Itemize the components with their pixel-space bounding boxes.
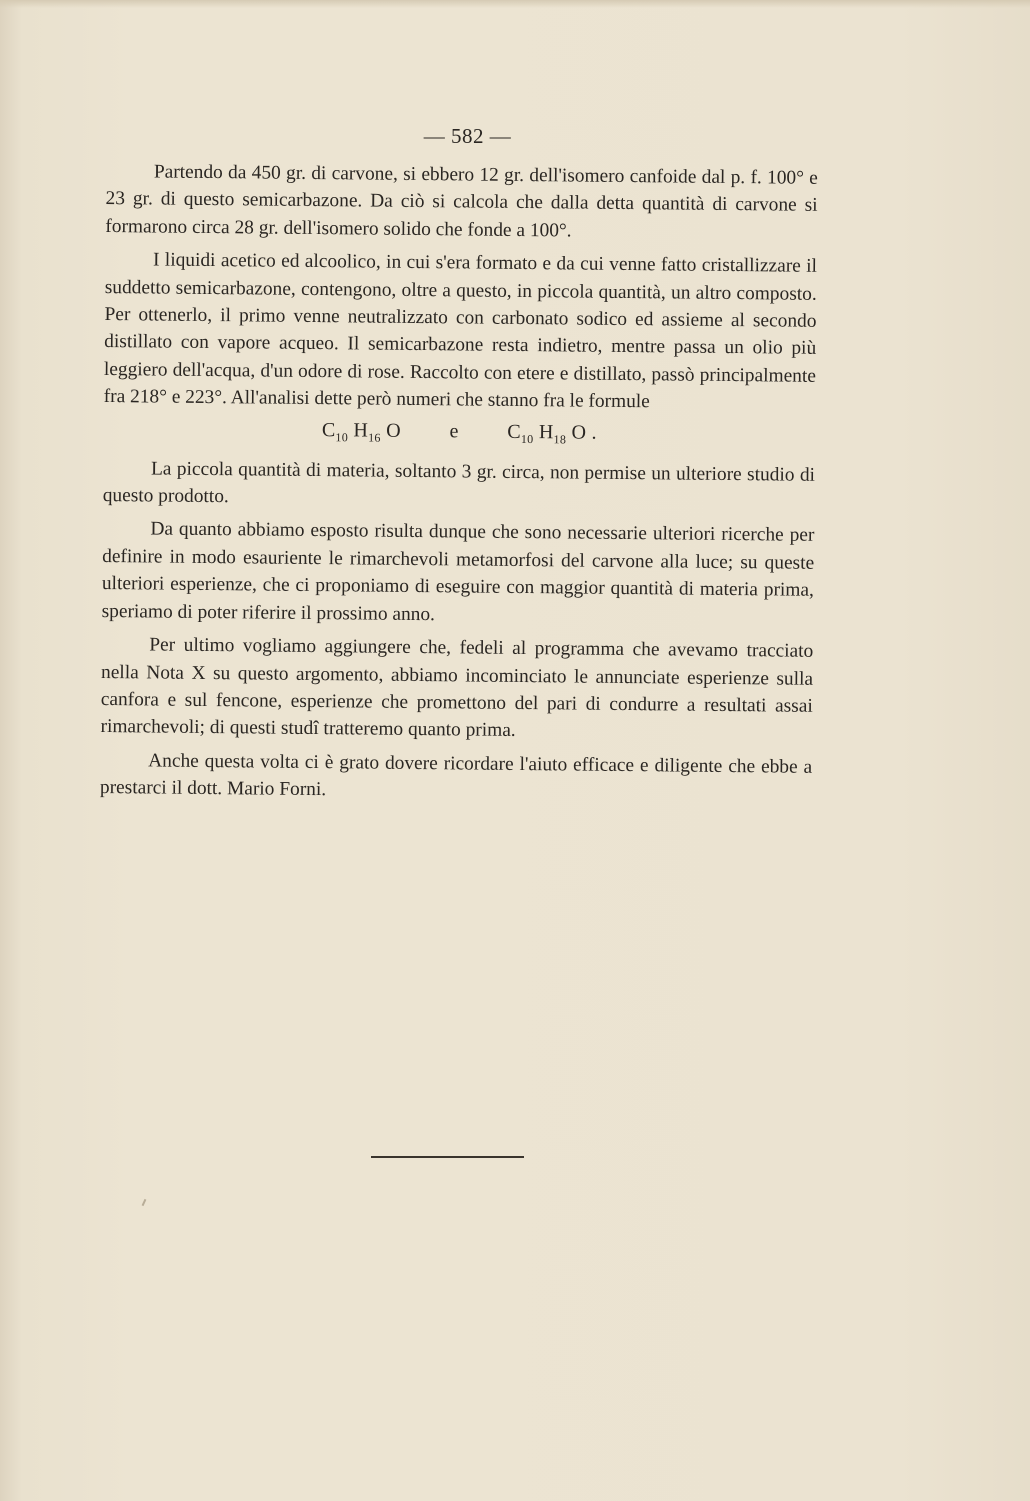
formula-conjunction: e xyxy=(449,419,459,443)
paragraph-quantity: La piccola quantità di materia, soltanto 3 gr. circa, non permise un ulteriore studio di questo prodotto. xyxy=(102,458,816,508)
paragraph-future-work: Per ultimo vogliamo aggiungere che, fedeli al programma che avevamo tracciato nella Nota X su questo argomento, abbiamo incominciato le annunciate esperienze sulla canfora e sul fencone, esperienze che promettono del pari di condurre a resultati assai rimarchevoli; di questi studî tratteremo quanto prima. xyxy=(100,634,814,742)
paragraph-acknowledgment: Anche questa volta ci è grato dovere ricordare l'aiuto efficace e diligente che ebbe a prestarci il dott. Mario Forni. xyxy=(99,750,813,801)
paragraph-conclusion: Da quanto abbiamo esposto risulta dunque che sono necessarie ulteriori ricerche per definire in modo esauriente le rimarchevoli metamorfosi del carvone alla luce; su queste ulteriori esperienze, che ci proponiamo di eseguire con maggior quantità di materia prima, speriamo di poter riferire il prossimo anno. xyxy=(101,518,815,625)
end-rule xyxy=(371,1156,524,1158)
paragraph-yield: Partendo da 450 gr. di carvone, si ebbero 12 gr. dell'isomero canfoide dal p. f. 100° e 23 gr. di questo semicarbazone. Da ciò si calcola che dalla detta quantità di carvone si formarono circa 28 gr. dell'isomero solido che fonde a 100°. xyxy=(105,161,818,242)
chemical-formulas xyxy=(103,417,815,450)
body-text xyxy=(100,158,818,814)
paragraph-byproduct: I liquidi acetico ed alcoolico, in cui s'era formato e da cui venne fatto cristallizzare il suddetto semicarbazone, contengono, oltre a questo, in piccola quantità, un altro composto. Per ottenerlo, il primo venne neutralizzato con carbonato sodico ed assieme al secondo distillato con vapore acqueo. Il semicarbazone resta indietro, mentre passa un olio più leggiero dell'acqua, d'un odore di rose. Raccolto con etere e distillato, passò principalmente fra 218° e 223°. All'analisi dette però numeri che stanno fra le formule xyxy=(103,249,818,413)
paper-edge xyxy=(0,0,1030,8)
page-number: — 582 — xyxy=(423,124,512,148)
paper-speck xyxy=(142,1199,147,1206)
formula-c10h18o: $C_{10}$ $H_{18}$ O . xyxy=(507,420,597,447)
formula-c10h16o: $C_{10}$ $H_{16}$ O xyxy=(321,418,401,445)
